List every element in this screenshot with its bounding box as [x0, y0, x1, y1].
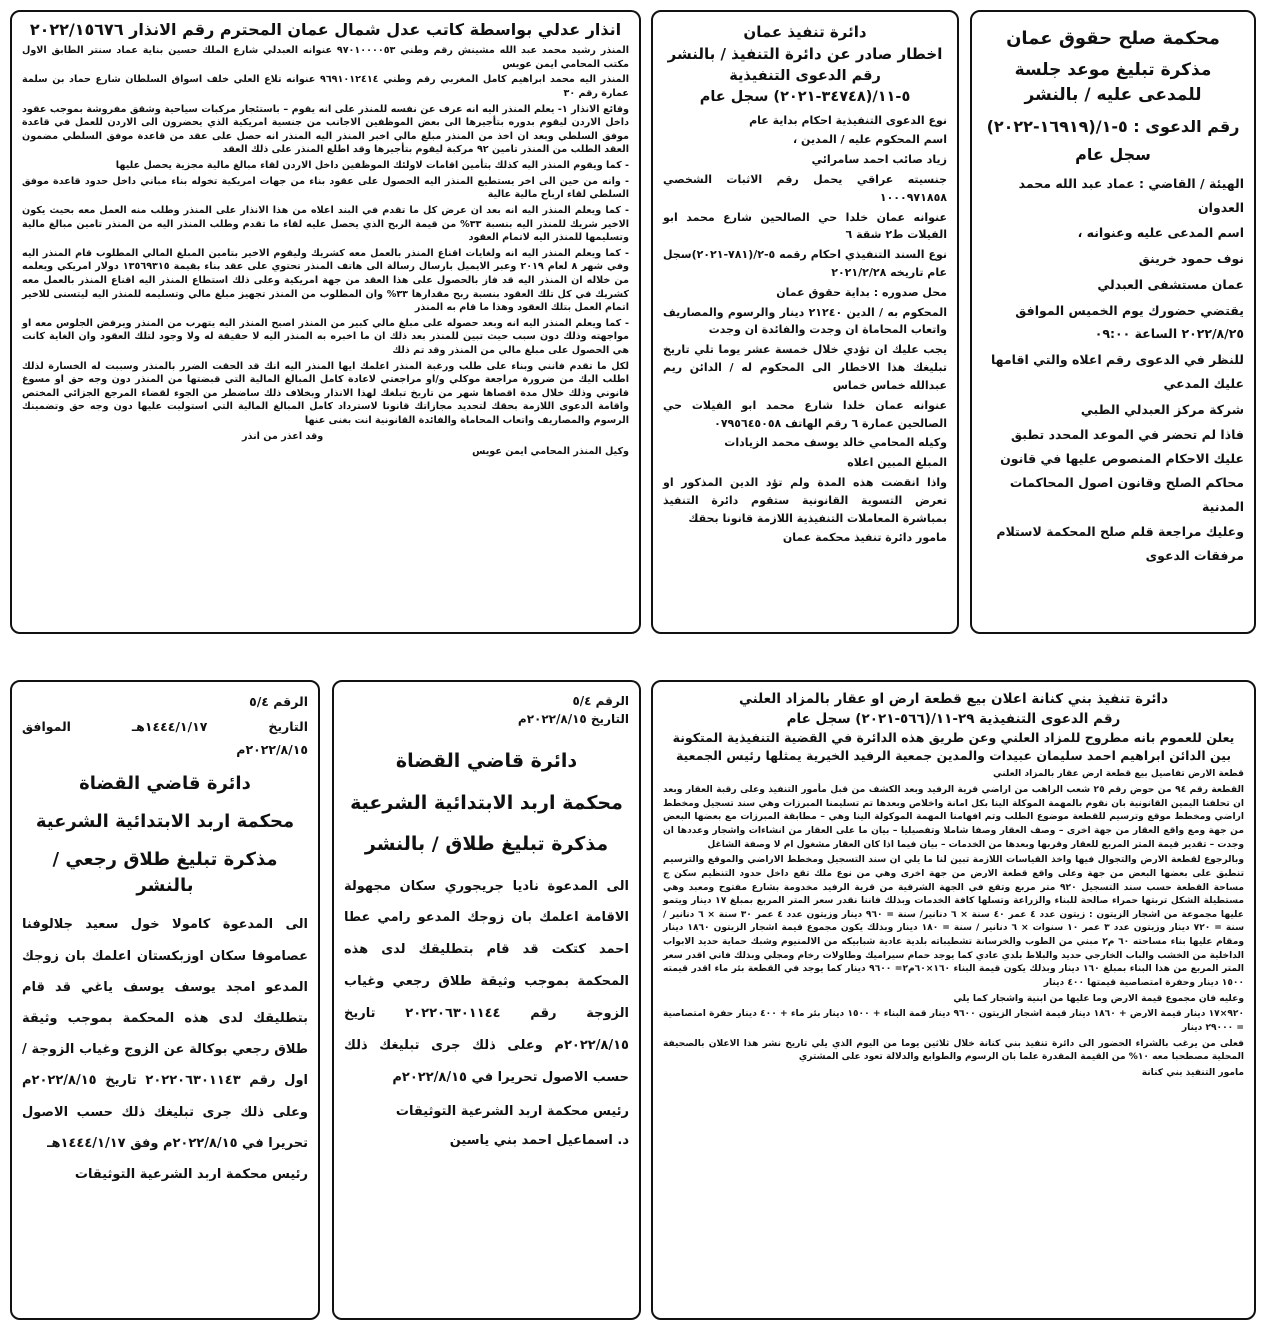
- notice-line: جنسيته عراقي يحمل رقم الاثبات الشخصي ١٠٠٠٩٧١٨٥٨: [663, 172, 947, 204]
- notice-line: للنظر في الدعوى رقم اعلاه والتي اقامها عليك المدعي: [990, 352, 1244, 391]
- notice-line: عنوانه عمان خلدا شارع محمد ابو الفيلات حي الصالحين عمارة ٦ رقم الهاتف ٠٧٩٥٦٤٥٠٥٨: [663, 398, 947, 430]
- notice-subtitle: محكمة اربد الابتدائية الشرعية: [350, 791, 623, 814]
- notice-paragraph: ٩٢٠×١٧ دينار قيمة الارض + ١٨٦٠ دينار قيمة اشجار الزيتون ٩٦٠٠ دينار قمة البناء + ١٥٠٠ دينار بئر ماء + ٤٠٠ دينار حفرة امتصاصية = ٢٩٠٠٠ دينار: [663, 1009, 1244, 1033]
- notice-paragraph: وعليه فان مجموع قيمة الارض وما عليها من ابنية واشجار كما يلي: [953, 993, 1244, 1004]
- notice-subtitle: اخطار صادر عن دائرة التنفيذ / بالنشر: [667, 44, 943, 63]
- defendant-address: عمان مستشفى العبدلي: [1097, 276, 1244, 292]
- plaintiff-name: شركة مركز العبدلي الطبي: [1080, 401, 1244, 417]
- notice-line: فاذا لم تحضر في الموعد المحدد تطبق عليك الاحكام المنصوص عليها في قانون محاكم الصلح وقانون اصول المحاكمات المدنية: [1000, 427, 1244, 514]
- case-number: رقم الدعوى : ٥-١/(١٦٩١٩-٢٠٢٢): [986, 117, 1240, 137]
- notice-paragraph: المنذر رشيد محمد عبد الله مشينش رقم وطني ٩٧٠١٠٠٠٠٥٣ عنوانه العبدلي شارع الملك حسين بناية عماد سنتر الطابق الاول مكتب المحامي ايمن عويس: [22, 45, 630, 70]
- notice-paragraph: - كما ويعلم المنذر اليه انه ولغايات اقناع المنذر بالعمل معه كشريك وليقوم الاخير بتامين المبلغ المالي المطلوب قام المنذر اليه وفي شهر ٨ لعام ٢٠١٩ وعبر الايميل بارسال رسالة الى هاتف المنذر تحتوي على عقد بناء بقيمة ١٣٥٦٩٣١٥ دولار امريكي ويعلمه من خلاله ان المنذر اليه قد فاز بالحصول على هذا العقد من جهة امريكية وعلى ذلك استطاع المنذر اليه اقناع المنذر بالعمل معه كشريك في كل تلك العقود بنسبة ربح مقدارها ٣٣% وان المطلوب من المنذر تجهيز مبلغ مالي وتسليمه للمنذر اليه ليتسنى للاخير اتمام العمل بتلك العقود وهذا ما قام به المنذر: [22, 247, 629, 314]
- notice-paragraph: وقائع الانذار ١- يعلم المنذر اليه انه عرف عن نفسه للمنذر على انه يقوم – باستئجار مركبات سياحية وشقق مفروشة بموجب عقود داخل الاردن ليقوم بدوره بتأجيرها الى بعض الموظفين الاجانب من جنسية امريكية الذي يحضرون الى الاردن للعمل في قاعدة موفق السلطي وبعد ان اخذ من المنذر مبلغ مالي اخبر المنذر اليه المنذر انه حصل على عقد من قاعدة موفق السلطي مضمون العقد الطلب من المنذر تامين ٩٢ مركبة ليقوم بتأجيرها وقد اطلع المنذر على ذلك العقد: [22, 103, 629, 156]
- notice-date: التاريخ ٢٠٢٢/٨/١٥م: [517, 712, 629, 726]
- case-number: رقم الدعوى التنفيذية ٥-١١/(٣٤٧٤٨-٢٠٢١) سجل عام: [699, 67, 911, 105]
- notice-subtitle: مذكرة تبليغ طلاق رجعي / بالنشر: [52, 849, 278, 897]
- notice-silh-huquq-amman: [970, 10, 1256, 634]
- notice-talaq-kamola: [10, 680, 320, 1320]
- notice-paragraph: - كما ويعلم المنذر اليه انه بعد ان عرض كل ما تقدم في البند اعلاه من هذا الانذار على المنذر وطلب منه العمل معه بحيث يكون الاخير شريك للمنذر اليه بنسبة ٣٣% من قيمة الربح الذي يحصل عليه لقاء ما تقدم وطلب المنذر اليه من المنذر تامين مبالغ مالية وتسليمها للمنذر اليه لاتمام العقود: [22, 204, 629, 244]
- notice-paragraph: وبالرجوع لقطعة الارض والتجوال فيها واخذ القياسات اللازمة تبين لنا ما يلي ان سند التسجيل ومخطط الاراضي والموقع والترسيم تنطبق على بعضها البعض من جهة وعلى واقع قطعة الارض من جهة اخرى وهي من نوع ملك تقع داخل حدود التنظيم سكن ج مساحة القطعة حسب سند التسجيل ٩٢٠ متر مربع وتقع في الجهة الشرقية من قرية الرفيد مخدومة بشارع مفتوح ومعبد وهي مستطيلة الشكل تربتها حمراء صالحة للبناء والزراعة وتسلها كافة الخدمات وبذلك فاننا نقدر سعر المتر المربع بمبلغ ١٧ دينار ويتمو عليها مجموعة من اشجار الزيتون : زيتون عدد ٤ عمر ٤٠ سنة × ٦ دنانير/ سنة = ٩٦٠ دينار وزيتون عدد ٤ عمر ٣٠ سنة × ٦ دنانير / سنة = ٧٢٠ دينار وزيتون عدد ٣ عمر ١٠ سنوات × ٦ دنانير / سنة = ١٨٠ دينار وبذلك يكون مجموع قيمة اشجار الزيتون ١٨٦٠ دينار ومقام عليها بناء مساحته ٦٠ م٢ مبني من الطوب والخرسانة تشطيباته بلدية عادية شبابيكه من الالمنيوم وشبك حماية حديد الابواب الداخلية من الخشب والباب الخارجي حديد والبلاط بلدي عادي كما يوجد حمام سيراميك وطاولات رخام ومجلي وبذلك فاني اقدر سعر المتر المربع من هذا البناء بمبلغ ١٦٠ دينار وبذلك يكون قيمة البناء ١٦٠×٦٠م٢= ٩٦٠٠ دينار كما يوجد في القطعة بئر ماء اقدر قيمته ١٥٠٠ دينار وحفرة امتصاصية قيمتها ٤٠٠ دينار: [663, 855, 1245, 988]
- notice-paragraph: - كما ويقوم المنذر اليه كذلك بتأمين اقامات لاولئك الموظفين داخل الاردن لقاء مبالغ مالية مجزية يحصل عليها: [115, 160, 629, 172]
- notice-title: دائرة قاضي القضاة: [79, 773, 251, 794]
- notice-tanfeez-amman: [651, 10, 959, 634]
- notice-body: الى المدعوة ناديا جريجوري سكان مجهولة الاقامة اعلمك بان زوجك المدعو رامي عطا احمد كتكت قد قام بتطليقك لدى هذه المحكمة بموجب وثيقة طلاق رجعي وغياب الزوجة رقم ٢٠٢٢٠٦٣٠١١٤٤ تاريخ ٢٠٢٢/٨/١٥م وعلى ذلك جرى تبليغك ذلك حسب الاصول تحريرا في ٢٠٢٢/٨/١٥م: [344, 878, 629, 1085]
- notice-body: الى المدعوة كامولا خول سعيد جلالوفنا عصاموفا سكان اوزبكستان اعلمك بان زوجك المدعو امجد يوسف يوسف ياغي قد قام بتطليقك لدى هذه المحكمة بموجب وثيقة طلاق رجعي بوكالة عن الزوج وغياب الزوجة /اول رقم ٢٠٢٢٠٦٣٠١١٤٣ تاريخ ٢٠٢٢/٨/١٥م وعلى ذلك جرى تبليغك ذلك حسب الاصول تحريرا في ٢٠٢٢/٨/١٥م وفق ١٤٤٤/١/١٧هـ: [22, 917, 308, 1151]
- notice-paragraph: المنذر اليه محمد ابراهيم كامل المغربي رقم وطني ٩٦٩١٠١٢٤١٤ عنوانه تلاع العلي خلف اسواق السلطان شارع حماد بن سلمة عمارة رقم ٣٠: [22, 74, 629, 100]
- notice-line: واذا انقضت هذه المدة ولم تؤد الدين المذكور او تعرض التسوية القانونية ستقوم دائرة التنفيذ بمباشرة المعاملات التنفيذية اللازمة قانونا بحقك: [663, 475, 947, 525]
- date-gregorian: ٢٠٢٢/٨/١٥م: [236, 742, 308, 757]
- reference-number: الرقم ٥/٤: [249, 694, 308, 709]
- notice-closing: وقد اعذر من انذر: [242, 430, 324, 442]
- notice-line: عنوانه عمان خلدا حي الصالحين شارع محمد ابو الفيلات ط٢ شقة ٦: [663, 210, 947, 242]
- date-hijri: ١٤٤٤/١/١٧هـ: [131, 719, 208, 734]
- notice-line: اسم المحكوم عليه / المدين ،: [793, 133, 947, 147]
- signature: مامور دائرة تنفيذ محكمة عمان: [782, 531, 947, 545]
- notice-line: نوع الدعوى التنفيذية احكام بداية عام: [749, 113, 947, 127]
- notice-paragraph: قطعة الارض تفاصيل بيع قطعة ارض عقار بالمزاد العلني: [993, 769, 1244, 780]
- signature: مامور التنفيذ بني كنانة: [1141, 1067, 1244, 1078]
- notice-line: المبلغ المبين اعلاه: [847, 456, 947, 470]
- notice-subtitle: مذكرة تبليغ موعد جلسة للمدعى عليه / بالنشر: [1014, 60, 1212, 105]
- notice-line: وعليك مراجعة قلم صلح المحكمة لاستلام مرفقات الدعوى: [996, 524, 1244, 563]
- notice-line: المحكوم به / الدين ٢١٢٤٠ دينار والرسوم والمصاريف واتعاب المحاماة ان وجدت والفائدة ان وجدت: [663, 305, 947, 337]
- signature: رئيس محكمة اربد الشرعية التوثيقات: [395, 1103, 629, 1119]
- notice-line: وكيله المحامي خالد يوسف محمد الزيادات: [724, 436, 947, 450]
- reference-number: الرقم ٥/٤: [572, 694, 629, 708]
- signature-name: د. اسماعيل احمد بني ياسين: [449, 1132, 629, 1148]
- notice-talaq-nadia: [332, 680, 641, 1320]
- notice-title: دائرة قاضي القضاة: [395, 750, 578, 772]
- signature: رئيس محكمة اربد الشرعية التوثيقات: [74, 1166, 308, 1182]
- notice-title: دائرة تنفيذ عمان: [743, 23, 867, 41]
- notice-line: يجب عليك ان تؤدي خلال خمسة عشر يوما تلي تاريخ تبليغك هذا الاخطار الى المحكوم له / الدائن ريم عبدالله خماس خماس: [663, 343, 947, 392]
- notice-line: محل صدوره : بداية حقوق عمان: [776, 285, 947, 299]
- notice-line: نوع السند التنفيذي احكام رقمه ٥-٢/(٧٨١-٢٠٢١)سجل عام تاريخه ٢٠٢١/٢/٢٨: [663, 248, 947, 280]
- notice-line: اسم المدعى عليه وعنوانه ،: [1077, 225, 1244, 241]
- notice-paragraph: - كما ويعلم المنذر اليه انه وبعد حصوله على مبلغ مالي كبير من المنذر اصبح المنذر اليه يتهرب من المنذر ويرفض الجلوس معه او مواجهته وذلك دون سبب حيث تبين للمنذر بعد ذلك ان ما اخبره به المنذر اليه لا حقيقة له ولا وجود لتلك العقود وان الغاية كانت هي الحصول على مبلغ مالي من المنذر وقد تم ذلك: [22, 317, 629, 356]
- defendant-name: نوف حمود خرينق: [1138, 251, 1244, 266]
- signature: وكيل المنذر المحامي ايمن عويس: [472, 446, 629, 458]
- date-match-label: الموافق: [22, 719, 71, 734]
- notice-subtitle: محكمة اربد الابتدائية الشرعية: [35, 811, 295, 833]
- notice-paragraph: - وانه من حين الى اخر يستطيع المنذر اليه الحصول على عقود بناء من جهات امريكية تخوله بناء مباني داخل حدود قاعدة موفق السلطي لقاء ارباح مالية عالية: [22, 175, 629, 201]
- notice-line: الهيئة / القاضي : عماد عبد الله محمد العدوان: [1018, 175, 1244, 215]
- notice-title: دائرة تنفيذ بني كنانة اعلان بيع قطعة ارض او عقار بالمزاد العلني: [738, 691, 1168, 707]
- notice-paragraph: فعلى من يرغب بالشراء الحضور الى دائرة تنفيذ بني كنانة خلال ثلاثين يوما من اليوم الذي يلي تاريخ نشر هذا الاعلان بالصحيفة المحلية مصطحبا معه ١٠% من القيمة المقدرة علما بان الرسوم والطوابع والدلالة تعود على المشتري: [663, 1038, 1244, 1063]
- date-hijri-label: التاريخ: [268, 719, 308, 734]
- notice-paragraph: لكل ما تقدم فانني وبناء على طلب ورغبة المنذر اعلمك ايها المنذر اليه انك قد الحقت الضرر بالمنذر وسببت له الخسارة لذلك اطلب اليك من ضرورة مراجعة موكلي و/او مراجعتي لاعادة كامل المبالغ المالية التي قبضتها من المنذر دون وجه حق او مسوغ قانوني وذلك خلال مدة اقصاها شهر من تاريخ تبلغك لهذا الانذار وبخلاف ذلك ساضطر من الجوء لقضاء المرجع الجزائي المختص واقامة الدعوى اللازمة بحقك لتحديد مجازاتك قانونا لاسترداد كامل المبالغ المالية التي استوليت عليها دون وجه حق وتضمينك الرسوم والمصاريف واتعاب المحاماة والفائدة القانونية انت بغنى عنها: [22, 360, 629, 427]
- notice-mazad-bani-kinana: [651, 680, 1256, 1320]
- notice-paragraph: القطعة رقم ٩٤ من حوض رقم ٢٥ شعب الراهب من اراضي قرية الرفيد وبعد الكشف من قبل مأمور التنفيذ وعلى رقبة العقار وبعد ان تحلفنا اليمين القانونية بان نقوم بالمهمة الموكلة الينا بكل امانة واخلاص وبعدها تم تسليمنا المبرزات وهي سند تسجيل ومخطط اراضي ومخطط موقع وترسيم للقطعة موضوع الطلب وتم افهامنا المهمة الموكولة الينا وهي – مطابقة المبرزات مع بعضها البعض من جهة ومع واقع العقار من جهة اخرى – وصف العقار وصفا شاملا وتفصيليا – بيان ما على العقار من انشاءات واشجار وعددها ان وجدت – تقدير قيمة المتر المربع للعقار وقربها وبعدها من الخدمات – بيان فيما اذا كان العقار مشغول ام لا وصفة الشاغل: [663, 785, 1244, 850]
- case-number: رقم الدعوى التنفيذية ٢٩-١١/(٥٦٦-٢٠٢١) سجل عام: [786, 710, 1121, 727]
- notice-title: محكمة صلح حقوق عمان: [1006, 28, 1220, 49]
- hearing-date: يقتضي حضورك يوم الخميس الموافق ٢٠٢٢/٨/٢٥ الساعة ٠٩:٠٠: [1015, 302, 1244, 342]
- debtor-name: زياد صائب احمد سامرائي: [811, 153, 947, 167]
- notice-subtitle: مذكرة تبليغ طلاق / بالنشر: [364, 833, 609, 856]
- notice-title: انذار عدلي بواسطة كاتب عدل شمال عمان المحترم رقم الانذار ٢٠٢٢/١٥٦٧٦: [29, 20, 622, 39]
- notice-inthar-adli: [10, 10, 641, 634]
- notice-intro: يعلن للعموم بانه مطروح للمزاد العلني وعن طريق هذه الدائرة في القضية التنفيذية المتكونة بين الدائن ابراهيم احمد سليمان عبيدات والمدين جمعية الرفيد الخيرية يمثلها رئيس الجمعية: [672, 730, 1235, 764]
- case-type: سجل عام: [1075, 144, 1151, 164]
